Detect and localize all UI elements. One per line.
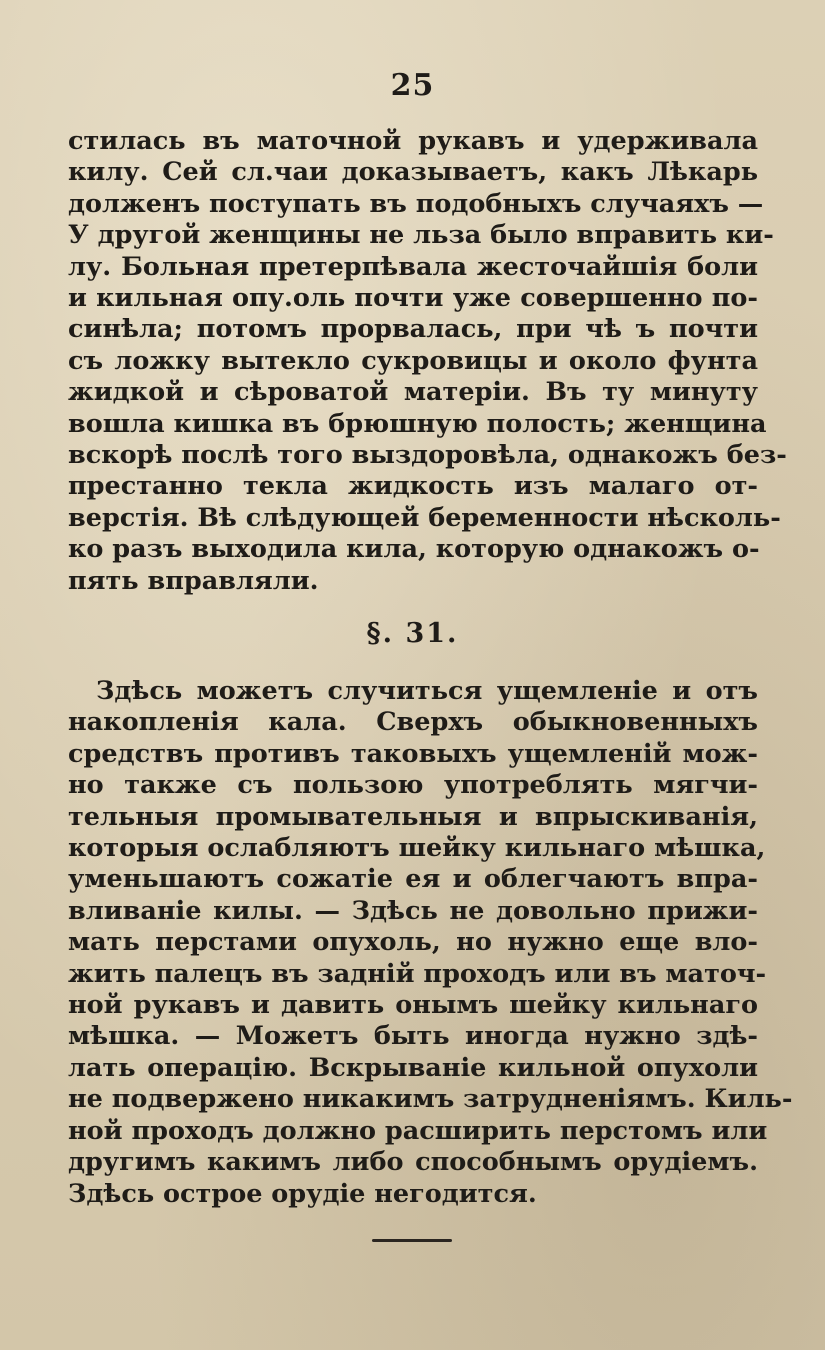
text-line: лу. Больная претерпѣвала жесточайшія боли: [68, 251, 758, 282]
text-line: тельныя промывательныя и впрыскиванія,: [68, 801, 758, 832]
text-line: Здѣсь можетъ случиться ущемленіе и отъ: [96, 676, 758, 706]
text-line: престанно текла жидкость изъ малаго от-: [68, 471, 758, 502]
text-line: долженъ поступать въ подобныхъ случаяхъ —: [68, 188, 764, 219]
text-line: мѣшка. — Можетъ быть иногда нужно здѣ-: [68, 1021, 758, 1052]
ornamental-rule: [372, 1239, 452, 1242]
text-line: стилась въ маточной рукавъ и удерживала: [68, 126, 758, 156]
page-number: 25: [390, 68, 435, 103]
text-line: средствъ противъ таковыхъ ущемленій мож-: [68, 738, 758, 769]
text-line: и кильная опу.оль почти уже совершенно по-: [68, 283, 758, 314]
text-line: уменьшаютъ сожатіе ея и облегчаютъ впра-: [68, 864, 758, 895]
text-line: вошла кишка въ брюшную полость; женщина: [68, 408, 767, 439]
text-line: вскорѣ послѣ того выздоровѣла, однакожъ без-: [68, 440, 787, 471]
text-line: жить палецъ въ задній проходъ или въ маточ-: [68, 958, 767, 989]
text-line: другимъ какимъ либо способнымъ орудіемъ.: [68, 1147, 758, 1178]
paragraph-section-31: [68, 676, 793, 1210]
text-line: пять вправляли.: [68, 565, 319, 596]
text-line: съ ложку вытекло сукровицы и около фунта: [68, 345, 758, 376]
text-line: Здѣсь острое орудіе негодится.: [68, 1178, 537, 1209]
text-line: жидкой и сѣроватой матеріи. Въ ту минуту: [68, 377, 758, 408]
text-line: накопленія кала. Сверхъ обыкновенныхъ: [68, 707, 758, 738]
text-line: ко разъ выходила кила, которую однакожъ о-: [68, 534, 760, 565]
text-line: ной проходъ должно расширить перстомъ или: [68, 1115, 768, 1146]
paragraph-continued: [68, 126, 787, 597]
text-line: лать операцію. Вскрываніе кильной опухоли: [68, 1052, 758, 1083]
text-line: мать перстами опухоль, но нужно еще вло-: [68, 927, 758, 958]
text-line: синѣла; потомъ прорвалась, при чѣ ъ почти: [68, 314, 758, 345]
text-line: вливаніе килы. — Здѣсь не довольно прижи-: [68, 895, 758, 926]
section-heading: §. 31.: [366, 618, 459, 649]
text-line: У другой женщины не льза было вправить ки-: [68, 220, 774, 251]
text-line: ной рукавъ и давить онымъ шейку кильнаго: [68, 990, 758, 1021]
text-line: килу. Сей сл.чаи доказываетъ, какъ Лѣкарь: [68, 157, 758, 188]
text-line: которыя ослабляютъ шейку кильнаго мѣшка,: [68, 833, 766, 864]
text-line: не подвержено никакимъ затрудненіямъ. Киль-: [68, 1084, 793, 1115]
text-line: верстія. Вѣ слѣдующей беременности нѣсколь-: [68, 502, 781, 533]
text-line: но также съ пользою употреблять мягчи-: [68, 770, 758, 801]
